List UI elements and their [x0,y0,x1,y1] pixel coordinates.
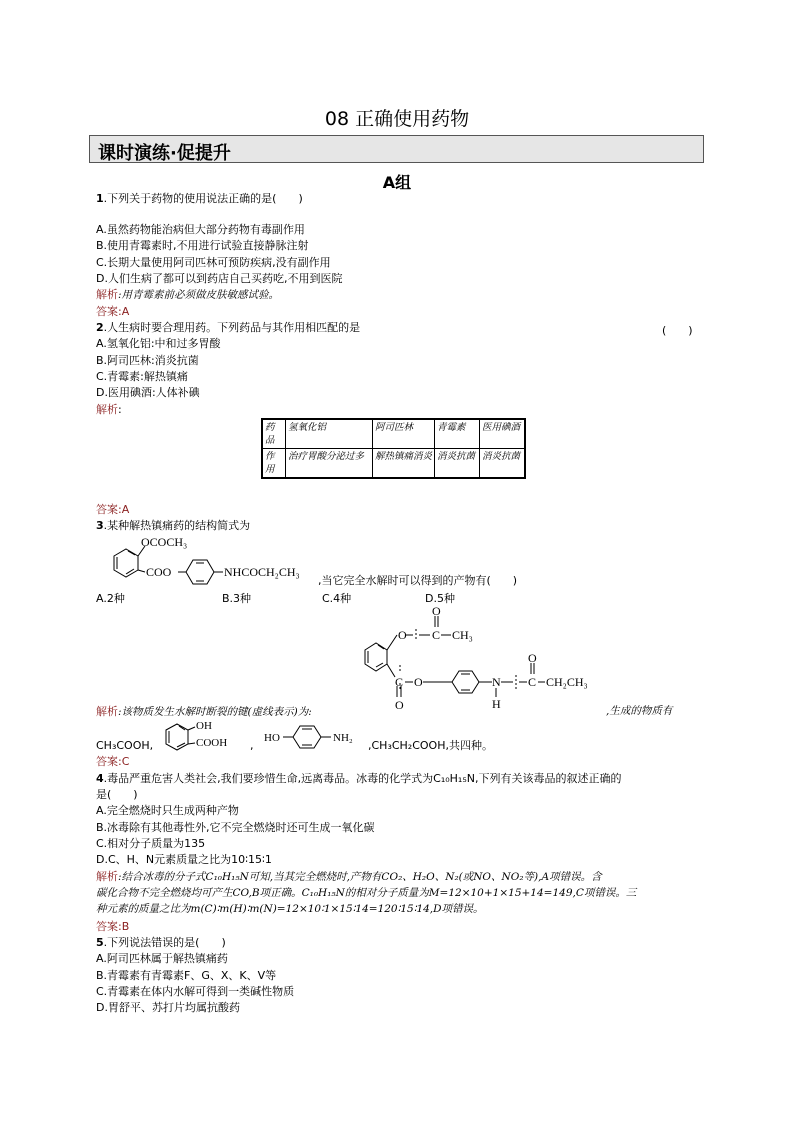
q5-option-d: D.胃舒平、苏打片均属抗酸药 [96,1001,240,1014]
q4-option-b: B.冰毒除有其他毒性外,它不完全燃烧时还可生成一氧化碳 [96,821,375,834]
chem-label: O [528,651,537,665]
salicylic-acid-structure [158,716,250,756]
q3-option-b: B.3种 [222,592,252,605]
chem-label: H [492,697,501,711]
table-cell: 氢氧化铝 [286,419,373,449]
chem-label: O [414,675,423,689]
table-cell: 消炎抗菌 [435,449,480,479]
banner-text: 课时演练·促提升 [98,143,231,164]
q4-analysis-line-2: 碳化合物不完全燃烧均可产生CO,B项正确。C₁₀H₁₅N的相对分子质量为M=12×10+1×15+14=149,C项错误。三 [96,887,637,899]
q2-analysis: 解析: [96,403,122,416]
question-2-stem: 2.人生病时要合理用药。下列药品与其作用相匹配的是 [96,321,361,334]
table-cell: 药品 [262,419,286,449]
q5-option-c: C.青霉素在体内水解可得到一类碱性物质 [96,985,295,998]
q1-option-b: B.使用青霉素时,不用进行试验直接静脉注射 [96,239,309,252]
table-cell: 阿司匹林 [373,419,435,449]
q2-answer-paren: ( ) [662,324,693,337]
q3-analysis: 解析:该物质发生水解时断裂的键(虚线表示)为: [96,705,312,718]
q2-option-d: D.医用碘酒:人体补碘 [96,386,200,399]
table-cell: 作用 [262,449,286,479]
q4-option-a: A.完全燃烧时只生成两种产物 [96,804,239,817]
q3-answer: 答案:C [96,755,130,768]
q4-analysis: 解析:结合冰毒的分子式C₁₀H₁₅N可知,当其完全燃烧时,产物有CO₂、H₂O、N₂(或NO、NO₂等),A项错误。含 [96,870,602,883]
table-row [262,449,525,479]
table-cell: 治疗胃酸分泌过多 [286,449,373,479]
chem-label: HO [264,732,280,744]
chem-label: NH₂ [333,732,353,744]
q1-option-c: C.长期大量使用阿司匹林可预防疾病,没有副作用 [96,256,331,269]
q5-option-a: A.阿司匹林属于解热镇痛药 [96,952,228,965]
chem-label: O [432,605,441,618]
aminophenol-structure [262,720,372,754]
question-4-stem-cont: 是( ) [96,788,138,801]
q2-answer: 答案:A [96,503,130,516]
q3-hydrolysis-diagram [355,605,605,715]
question-4-stem: 4.毒品严重危害人类社会,我们要珍惜生命,远离毒品。冰毒的化学式为C₁₀H₁₅N,下列有关该毒品的叙述正确的 [96,772,622,785]
q3-product-rest: ,CH₃CH₂COOH,共四种。 [368,739,493,752]
page-title: 08 正确使用药物 [324,108,470,130]
chem-label: C [432,628,441,642]
table-cell: 医用碘酒 [480,419,526,449]
table-row [262,419,525,449]
table-cell: 解热镇痛消炎 [373,449,435,479]
chem-label: C [528,675,537,689]
chem-label: COO [146,565,172,579]
q4-option-c: C.相对分子质量为135 [96,837,206,850]
q1-answer: 答案:A [96,305,130,318]
q3-analysis-tail: ,生成的物质有 [606,705,673,717]
q4-analysis-line-3: 种元素的质量之比为m(C)∶m(H)∶m(N)=12×10∶1×15∶14=120∶15∶14,D项错误。 [96,903,484,915]
chem-label: C [395,675,404,689]
chem-label: OCOCH₃ [141,535,188,549]
q2-analysis-table [261,418,526,479]
chem-label: CH₂CH₃ [546,675,588,689]
q3-option-c: C.4种 [322,592,352,605]
question-1-stem: 1.下列关于药物的使用说法正确的是( ) [96,192,303,205]
q4-answer: 答案:B [96,920,130,933]
q1-analysis: 解析:用青霉素前必须做皮肤敏感试验。 [96,288,280,301]
group-heading: A组 [382,173,412,192]
q3-product-sep: , [250,739,254,752]
q3-option-a: A.2种 [96,592,125,605]
chem-label: CH₃ [452,628,473,642]
question-5-stem: 5.下列说法错误的是( ) [96,936,226,949]
table-cell: 青霉素 [435,419,480,449]
q3-structure-formula [96,534,322,590]
q2-option-a: A.氢氧化铝:中和过多胃酸 [96,337,221,350]
q1-option-d: D.人们生病了都可以到药店自己买药吃,不用到医院 [96,272,343,285]
q2-option-c: C.青霉素:解热镇痛 [96,370,188,383]
question-3-stem: 3.某种解热镇痛药的结构简式为 [96,519,251,532]
q1-option-a: A.虽然药物能治病但大部分药物有毒副作用 [96,223,305,236]
chem-label: O [395,698,404,712]
q3-stem-tail: ,当它完全水解时可以得到的产物有( ) [318,574,518,587]
chem-label: OH [196,720,212,732]
chem-label: COOH [196,737,228,749]
chem-label: NHCOCH₂CH₃ [224,565,300,579]
q3-product-1: CH₃COOH, [96,739,154,752]
section-banner [89,135,704,163]
table-cell: 消炎抗菌 [480,449,526,479]
q5-option-b: B.青霉素有青霉素F、G、X、K、V等 [96,969,277,982]
q3-option-d: D.5种 [425,592,455,605]
q2-option-b: B.阿司匹林:消炎抗菌 [96,354,199,367]
q4-option-d: D.C、H、N元素质量之比为10∶15∶1 [96,853,272,866]
chem-label: N [492,675,501,689]
chem-label: O [398,628,407,642]
